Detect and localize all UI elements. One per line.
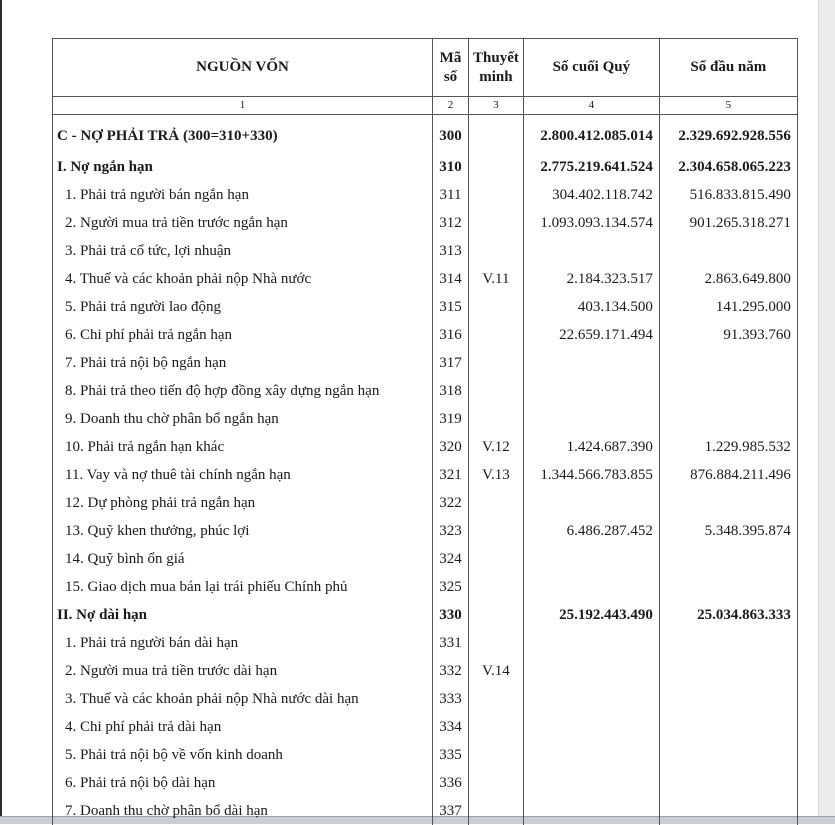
row-start-value-cell: 901.265.318.271 (659, 209, 797, 237)
row-end-value-cell (523, 741, 659, 769)
row-code-cell: 330 (433, 601, 469, 629)
header-beginning-of-year: Số đầu năm (659, 39, 797, 97)
row-start-value-cell (659, 377, 797, 405)
row-start-value-cell: 141.295.000 (659, 293, 797, 321)
row-name-cell: II. Nợ dài hạn (53, 601, 433, 629)
row-start-value-cell (659, 237, 797, 265)
row-end-value-cell: 1.093.093.134.574 (523, 209, 659, 237)
table-row (53, 181, 798, 209)
row-start-value-cell: 1.229.985.532 (659, 433, 797, 461)
row-end-value-cell: 1.344.566.783.855 (523, 461, 659, 489)
table-row (53, 461, 798, 489)
table-row (53, 797, 798, 825)
row-note-cell: V.12 (469, 433, 524, 461)
header-source-of-capital: NGUỒN VỐN (53, 39, 433, 97)
row-note-cell (469, 115, 524, 154)
table-row (53, 237, 798, 265)
table-row (53, 153, 798, 181)
row-end-value-cell: 2.800.412.085.014 (523, 115, 659, 154)
row-name-cell: 4. Thuế và các khoản phải nộp Nhà nước (53, 265, 433, 293)
row-start-value-cell (659, 629, 797, 657)
row-note-cell (469, 209, 524, 237)
header-note-line2: minh (473, 68, 519, 87)
table-row (53, 489, 798, 517)
row-end-value-cell: 403.134.500 (523, 293, 659, 321)
row-name-cell: 3. Phải trả cổ tức, lợi nhuận (53, 237, 433, 265)
row-name-cell: C - NỢ PHẢI TRẢ (300=310+330) (53, 115, 433, 154)
row-start-value-cell (659, 545, 797, 573)
row-code-cell: 331 (433, 629, 469, 657)
row-end-value-cell (523, 629, 659, 657)
header-code-line1: Mã (437, 49, 464, 68)
row-note-cell (469, 685, 524, 713)
row-code-cell: 317 (433, 349, 469, 377)
row-end-value-cell (523, 797, 659, 825)
row-name-cell: 6. Chi phí phải trả ngắn hạn (53, 321, 433, 349)
table-row (53, 349, 798, 377)
row-start-value-cell (659, 349, 797, 377)
column-index: 1 (53, 97, 433, 115)
row-note-cell (469, 181, 524, 209)
row-code-cell: 323 (433, 517, 469, 545)
row-start-value-cell: 25.034.863.333 (659, 601, 797, 629)
row-name-cell: 2. Người mua trả tiền trước ngắn hạn (53, 209, 433, 237)
row-name-cell: 13. Quỹ khen thưởng, phúc lợi (53, 517, 433, 545)
header-code-line2: số (437, 68, 464, 87)
row-note-cell (469, 545, 524, 573)
row-name-cell: 9. Doanh thu chờ phân bổ ngắn hạn (53, 405, 433, 433)
row-note-cell: V.13 (469, 461, 524, 489)
row-name-cell: 10. Phải trả ngắn hạn khác (53, 433, 433, 461)
row-code-cell: 334 (433, 713, 469, 741)
table-row (53, 601, 798, 629)
row-start-value-cell (659, 797, 797, 825)
table-row (53, 265, 798, 293)
row-start-value-cell (659, 489, 797, 517)
row-name-cell: 12. Dự phòng phải trả ngắn hạn (53, 489, 433, 517)
row-code-cell: 318 (433, 377, 469, 405)
row-name-cell: 15. Giao dịch mua bán lại trái phiếu Chính phủ (53, 573, 433, 601)
row-end-value-cell (523, 349, 659, 377)
column-index-row (53, 97, 798, 115)
row-start-value-cell: 876.884.211.496 (659, 461, 797, 489)
row-name-cell: 7. Phải trả nội bộ ngắn hạn (53, 349, 433, 377)
row-note-cell (469, 237, 524, 265)
row-code-cell: 300 (433, 115, 469, 154)
row-code-cell: 314 (433, 265, 469, 293)
row-code-cell: 320 (433, 433, 469, 461)
column-index: 3 (469, 97, 524, 115)
row-code-cell: 311 (433, 181, 469, 209)
row-code-cell: 316 (433, 321, 469, 349)
row-name-cell: 1. Phải trả người bán ngắn hạn (53, 181, 433, 209)
header-note-line1: Thuyết (473, 49, 519, 68)
row-start-value-cell: 2.329.692.928.556 (659, 115, 797, 154)
row-end-value-cell (523, 405, 659, 433)
row-start-value-cell: 516.833.815.490 (659, 181, 797, 209)
row-note-cell (469, 153, 524, 181)
header-code (433, 39, 469, 97)
row-code-cell: 322 (433, 489, 469, 517)
row-end-value-cell: 22.659.171.494 (523, 321, 659, 349)
row-note-cell (469, 293, 524, 321)
table-row (53, 573, 798, 601)
row-end-value-cell (523, 545, 659, 573)
table-row (53, 209, 798, 237)
row-start-value-cell: 91.393.760 (659, 321, 797, 349)
row-name-cell: 6. Phải trả nội bộ dài hạn (53, 769, 433, 797)
row-code-cell: 332 (433, 657, 469, 685)
header-end-of-quarter: Số cuối Quý (523, 39, 659, 97)
row-code-cell: 313 (433, 237, 469, 265)
row-name-cell: 1. Phải trả người bán dài hạn (53, 629, 433, 657)
row-end-value-cell: 1.424.687.390 (523, 433, 659, 461)
row-note-cell (469, 573, 524, 601)
row-note-cell (469, 489, 524, 517)
row-code-cell: 325 (433, 573, 469, 601)
table-row (53, 713, 798, 741)
row-start-value-cell: 5.348.395.874 (659, 517, 797, 545)
row-note-cell (469, 377, 524, 405)
row-code-cell: 333 (433, 685, 469, 713)
row-note-cell: V.11 (469, 265, 524, 293)
row-end-value-cell: 25.192.443.490 (523, 601, 659, 629)
table-row (53, 657, 798, 685)
row-start-value-cell: 2.304.658.065.223 (659, 153, 797, 181)
row-name-cell: 5. Phải trả nội bộ về vốn kinh doanh (53, 741, 433, 769)
row-end-value-cell: 2.184.323.517 (523, 265, 659, 293)
row-end-value-cell (523, 769, 659, 797)
row-code-cell: 312 (433, 209, 469, 237)
row-name-cell: 14. Quỹ bình ổn giá (53, 545, 433, 573)
table-row (53, 115, 798, 154)
row-note-cell (469, 405, 524, 433)
row-start-value-cell (659, 405, 797, 433)
page-left-border (0, 0, 2, 823)
row-end-value-cell: 6.486.287.452 (523, 517, 659, 545)
row-name-cell: I. Nợ ngắn hạn (53, 153, 433, 181)
row-name-cell: 7. Doanh thu chờ phân bổ dài hạn (53, 797, 433, 825)
row-end-value-cell (523, 489, 659, 517)
row-code-cell: 336 (433, 769, 469, 797)
row-note-cell: V.14 (469, 657, 524, 685)
table-row (53, 517, 798, 545)
row-end-value-cell: 2.775.219.641.524 (523, 153, 659, 181)
table-body (53, 115, 798, 825)
table-row (53, 769, 798, 797)
row-name-cell: 2. Người mua trả tiền trước dài hạn (53, 657, 433, 685)
row-end-value-cell (523, 657, 659, 685)
column-index: 5 (659, 97, 797, 115)
row-code-cell: 319 (433, 405, 469, 433)
row-note-cell (469, 769, 524, 797)
row-code-cell: 321 (433, 461, 469, 489)
row-code-cell: 335 (433, 741, 469, 769)
column-index: 2 (433, 97, 469, 115)
row-note-cell (469, 321, 524, 349)
row-end-value-cell (523, 573, 659, 601)
row-code-cell: 315 (433, 293, 469, 321)
header-row (53, 39, 798, 97)
row-end-value-cell: 304.402.118.742 (523, 181, 659, 209)
row-note-cell (469, 601, 524, 629)
row-note-cell (469, 741, 524, 769)
row-code-cell: 337 (433, 797, 469, 825)
row-start-value-cell: 2.863.649.800 (659, 265, 797, 293)
table-row (53, 405, 798, 433)
vertical-scrollbar[interactable] (818, 0, 835, 823)
table-row (53, 293, 798, 321)
table-row (53, 741, 798, 769)
row-start-value-cell (659, 741, 797, 769)
row-start-value-cell (659, 657, 797, 685)
row-start-value-cell (659, 573, 797, 601)
row-name-cell: 11. Vay và nợ thuê tài chính ngắn hạn (53, 461, 433, 489)
table-row (53, 433, 798, 461)
row-code-cell: 324 (433, 545, 469, 573)
row-code-cell: 310 (433, 153, 469, 181)
row-end-value-cell (523, 237, 659, 265)
table-row (53, 545, 798, 573)
table-row (53, 321, 798, 349)
row-note-cell (469, 629, 524, 657)
row-start-value-cell (659, 769, 797, 797)
row-name-cell: 3. Thuế và các khoản phải nộp Nhà nước dài hạn (53, 685, 433, 713)
table-row (53, 377, 798, 405)
row-name-cell: 8. Phải trả theo tiến độ hợp đồng xây dựng ngắn hạn (53, 377, 433, 405)
row-end-value-cell (523, 377, 659, 405)
row-end-value-cell (523, 685, 659, 713)
row-end-value-cell (523, 713, 659, 741)
row-name-cell: 5. Phải trả người lao động (53, 293, 433, 321)
row-note-cell (469, 713, 524, 741)
table-row (53, 685, 798, 713)
header-note (469, 39, 524, 97)
column-index: 4 (523, 97, 659, 115)
row-name-cell: 4. Chi phí phải trả dài hạn (53, 713, 433, 741)
balance-sheet-liabilities-table (52, 38, 798, 825)
row-note-cell (469, 349, 524, 377)
row-start-value-cell (659, 713, 797, 741)
table-row (53, 629, 798, 657)
row-start-value-cell (659, 685, 797, 713)
row-note-cell (469, 517, 524, 545)
row-note-cell (469, 797, 524, 825)
